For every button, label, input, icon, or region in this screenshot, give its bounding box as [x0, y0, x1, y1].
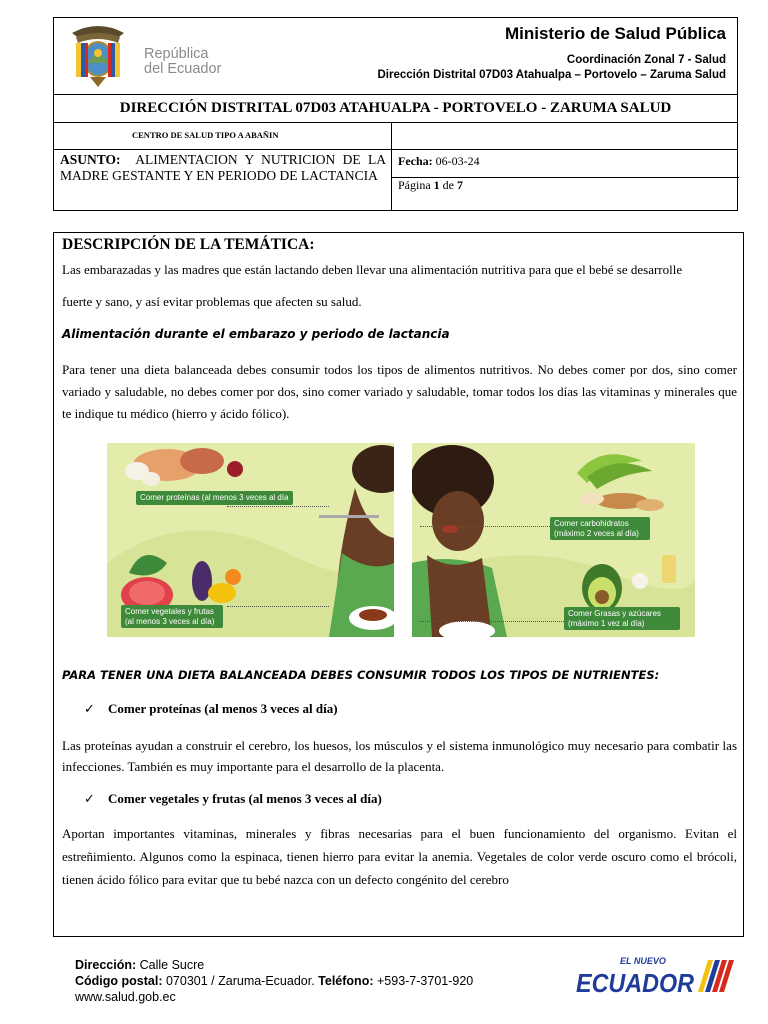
pagina-current: 1	[433, 178, 440, 192]
vegetables-paragraph: Aportan importantes vitaminas, minerales y fibras necesarias para el buen funcionamiento del organismo. Evitan el estreñimiento. Algunos como la espinaca, tienen hierro para evitar la anemia. Vegetales de color verde oscuro como el brócoli, tienen ácido fólico para evitar que tu bebé nazca con un defecto congénito del cerebro	[62, 826, 737, 887]
bullet-proteins-text: Comer proteínas (al menos 3 veces al día)	[108, 701, 338, 716]
content-box	[53, 232, 744, 937]
pagina-de: de	[442, 178, 454, 192]
asunto-cell	[60, 152, 386, 184]
centro-text: CENTRO DE SALUD TIPO A ABAÑIN	[132, 130, 279, 140]
intro-line-1: Las embarazadas y las madres que están lactando deben llevar una alimentación nutritiva para que el bebé se desarrolle	[62, 262, 683, 277]
illustration-left	[107, 443, 394, 637]
pagina-label: Página	[398, 178, 431, 192]
postal-label: Código postal:	[75, 974, 163, 988]
bullet-vegetables-text: Comer vegetales y frutas (al menos 3 veces al día)	[108, 791, 382, 806]
footer-postal	[75, 974, 473, 988]
centro-row	[54, 123, 737, 150]
bullet-proteins	[84, 701, 338, 717]
dotted-line	[227, 506, 329, 507]
label-carbs: Comer carbohidratos (máximo 2 veces al día)	[550, 517, 650, 540]
description-title: DESCRIPCIÓN DE LA TEMÁTICA:	[62, 236, 315, 253]
logo-text-line2: del Ecuador	[144, 61, 222, 77]
logo-text-line1: República	[144, 46, 209, 62]
phone-value: +593-7-3701-920	[376, 974, 474, 988]
section-heading: Alimentación durante el embarazo y periodo de lactancia	[62, 327, 450, 341]
asunto-text: ALIMENTACION Y NUTRICION DE LA MADRE GESTANTE Y EN PERIODO DE LACTANCIA	[60, 152, 387, 183]
fecha-cell	[398, 154, 480, 169]
coordination-text: Coordinación Zonal 7 - Salud	[566, 54, 726, 66]
footer-website: www.salud.gob.ec	[75, 990, 176, 1004]
district-text: Dirección Distrital 07D03 Atahualpa – Portovelo – Zaruma Salud	[377, 69, 726, 81]
dotted-line	[227, 606, 329, 607]
phone-label: Teléfono:	[318, 974, 374, 988]
pagina-cell	[398, 178, 463, 193]
logo-text	[144, 47, 221, 77]
fecha-label: Fecha:	[398, 154, 433, 168]
dotted-line	[420, 526, 550, 527]
check-icon: ✓	[84, 701, 95, 716]
document-header	[53, 17, 738, 211]
brand-main-text: ECUADOR	[576, 968, 695, 998]
footer-address	[75, 958, 204, 972]
bullet-vegetables	[84, 791, 382, 807]
ecuador-brand-icon	[574, 954, 739, 1000]
brand-top-text: EL NUEVO	[620, 956, 666, 966]
check-icon: ✓	[84, 791, 95, 806]
label-proteins: Comer proteínas (al menos 3 veces al día	[136, 491, 293, 505]
label-vegetables: Comer vegetales y frutas (al menos 3 veces al día)	[121, 605, 223, 628]
label-fats: Comer Grasas y azúcares (máximo 1 vez al día)	[564, 607, 680, 630]
balance-paragraph: Para tener una dieta balanceada debes consumir todos los tipos de alimentos nutritivos. No debes comer por dos, sino comer variado y saludable, no debes comer por dos, sino comer variado y saludable, tomar todos los días las vitaminas y minerales que te indique tu médico (hierro y ácido fólico).	[62, 362, 737, 421]
proteins-paragraph: Las proteínas ayudan a construir el cerebro, los huesos, los músculos y el sistema inmunológico muy necesario para combatir las infecciones. También es muy importante para el desarrollo de la placenta.	[62, 738, 737, 774]
direction-title: DIRECCIÓN DISTRITAL 07D03 ATAHUALPA - PORTOVELO - ZARUMA SALUD	[54, 95, 737, 123]
intro-line-2: fuerte y sano, y así evitar problemas que afecten su salud.	[62, 294, 362, 309]
postal-value: 070301 / Zaruma-Ecuador.	[165, 974, 315, 988]
fecha-value: 06-03-24	[435, 154, 480, 168]
header-top-row	[54, 18, 737, 95]
address-value: Calle Sucre	[139, 958, 205, 972]
ministry-title: Ministerio de Salud Pública	[504, 24, 726, 43]
nutrients-heading: PARA TENER UNA DIETA BALANCEADA DEBES CONSUMIR TODOS LOS TIPOS DE NUTRIENTES:	[62, 668, 660, 682]
el-nuevo-ecuador-logo	[574, 954, 739, 1000]
republica-logo	[66, 23, 236, 91]
asunto-label: ASUNTO:	[60, 152, 121, 167]
coat-of-arms-icon	[66, 23, 130, 89]
column-divider	[391, 123, 392, 211]
pagina-total: 7	[457, 178, 463, 192]
illustration-right	[412, 443, 695, 637]
address-label: Dirección:	[75, 958, 137, 972]
dotted-line	[420, 621, 570, 622]
